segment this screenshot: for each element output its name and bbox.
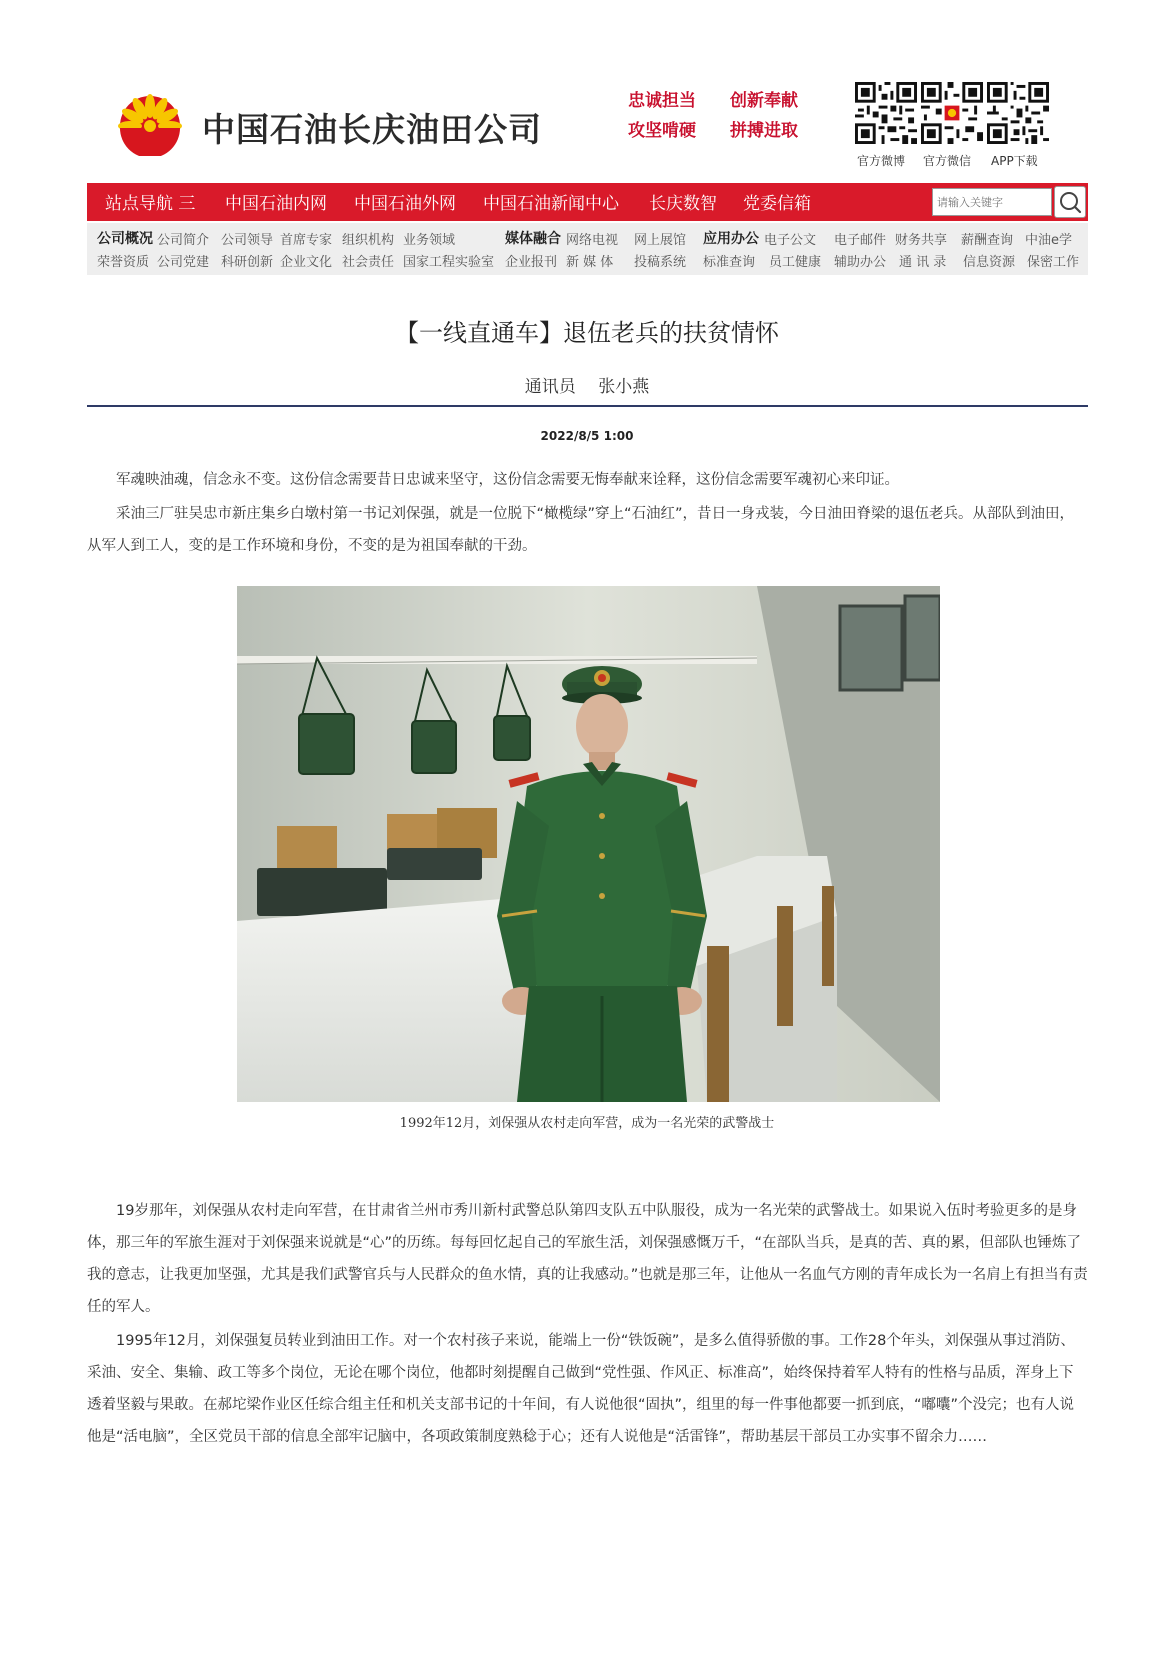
subnav-company-leaders[interactable]: 公司领导 — [221, 233, 274, 248]
article-paragraph-4: 1995年12月，刘保强复员转业到油田工作。对一个农村孩子来说，能端上一份“铁饭碗”，是多么值得骄傲的事。工作28个年头，刘保强从事过消防、采油、安全、集输、政工等多个岗位，无论在哪个岗位，他都时刻提醒自己做到“党性强、作风正、标准高”，始终保持着军人特有的性格与品质，浑身上下透着坚毅与果敢。在郝坨梁作业区任综合组主任和机关支部书记的十年间，有人说他很“固执”，组里的每一件事他都要一抓到底，“嘟囔”个没完；也有人说他是“活电脑”，全区党员干部的信息全部牢记脑中，各项政策制度熟稔于心；还有人说他是“活雷锋”，帮助基层干部员工办实事不留余力…… — [87, 1333, 1075, 1445]
nav-petrochina-intranet[interactable]: 中国石油内网 — [225, 194, 327, 214]
subnav-chief-experts[interactable]: 首席专家 — [280, 233, 333, 248]
weibo-label[interactable]: 官方微博 — [857, 154, 906, 168]
subnav-new-media[interactable]: 新 媒 体 — [566, 255, 614, 270]
subnav-social-responsibility[interactable]: 社会责任 — [342, 255, 395, 270]
subnav-contacts[interactable]: 通 讯 录 — [899, 255, 947, 270]
subnav-office-assist[interactable]: 辅助办公 — [834, 255, 887, 270]
photo-caption: 1992年12月，刘保强从农村走向军营，成为一名光荣的武警战士 — [399, 1116, 775, 1131]
subnav-finance-share[interactable]: 财务共享 — [895, 233, 948, 248]
nav-site-navigation[interactable]: 站点导航 三 — [105, 194, 196, 214]
subnav-organization[interactable]: 组织机构 — [342, 233, 395, 248]
app-download-qr-icon[interactable] — [987, 82, 1049, 144]
article-author: 通讯员 张小燕 — [524, 377, 650, 397]
subnav-honors[interactable]: 荣誉资质 — [97, 255, 150, 270]
subnav-confidentiality[interactable]: 保密工作 — [1027, 255, 1080, 270]
site-header — [0, 0, 1174, 180]
subnav-cnpc-elearn[interactable]: 中油e学 — [1025, 233, 1072, 248]
slogan-4: 拼搏进取 — [730, 121, 798, 141]
article-paragraph-2: 采油三厂驻吴忠市新庄集乡白墩村第一书记刘保强，就是一位脱下“橄榄绿”穿上“石油红”，昔日一身戎装，今日油田脊梁的退伍老兵。从部队到油田，从军人到工人，变的是工作环境和身份，不变的是为祖国奉献的干劲。 — [87, 506, 1075, 554]
subnav-research[interactable]: 科研创新 — [221, 255, 274, 270]
weibo-qr-icon[interactable] — [855, 82, 917, 144]
subnav-newspapers[interactable]: 企业报刊 — [505, 255, 558, 270]
subnav-national-lab[interactable]: 国家工程实验室 — [403, 255, 495, 270]
subnav-salary-query[interactable]: 薪酬查询 — [961, 233, 1014, 248]
subnav-culture[interactable]: 企业文化 — [280, 255, 333, 270]
nav-changqing-digital[interactable]: 长庆数智 — [649, 194, 717, 214]
article-title: 【一线直通车】退伍老兵的扶贫情怀 — [395, 319, 779, 347]
subnav-online-exhibition[interactable]: 网上展馆 — [634, 233, 687, 248]
article-photo[interactable] — [237, 586, 940, 1102]
slogan-3: 攻坚啃硬 — [628, 121, 696, 141]
subnav-network-tv[interactable]: 网络电视 — [566, 233, 619, 248]
subnav-business[interactable]: 业务领域 — [403, 233, 456, 248]
petrochina-logo-icon[interactable] — [118, 92, 182, 156]
nav-party-mailbox[interactable]: 党委信箱 — [743, 194, 811, 214]
search-input[interactable] — [933, 189, 1051, 215]
title-divider — [87, 405, 1088, 407]
article-paragraph-1: 军魂映油魂，信念永不变。这份信念需要昔日忠诚来坚守，这份信念需要无悔奉献来诠释，这份信念需要军魂初心来印证。 — [116, 472, 899, 488]
company-name[interactable]: 中国石油长庆油田公司 — [202, 110, 542, 149]
subnav-apps-head[interactable]: 应用办公 — [703, 231, 759, 247]
subnav-e-document[interactable]: 电子公文 — [764, 233, 817, 248]
subnav-submission[interactable]: 投稿系统 — [634, 255, 687, 270]
wechat-qr-icon[interactable] — [921, 82, 983, 144]
slogan-2: 创新奉献 — [730, 91, 798, 111]
subnav-email[interactable]: 电子邮件 — [834, 233, 887, 248]
article-date: 2022/8/5 1:00 — [540, 429, 634, 443]
search-button[interactable] — [1054, 186, 1086, 218]
subnav-info-resources[interactable]: 信息资源 — [963, 255, 1016, 270]
sub-nav — [87, 223, 1088, 275]
app-download-label[interactable]: APP下载 — [991, 154, 1038, 168]
subnav-media-head[interactable]: 媒体融合 — [505, 231, 561, 247]
search-icon — [1055, 187, 1085, 217]
subnav-party-building[interactable]: 公司党建 — [157, 255, 210, 270]
article-paragraph-3: 19岁那年，刘保强从农村走向军营，在甘肃省兰州市秀川新村武警总队第四支队五中队服役，成为一名光荣的武警战士。如果说入伍时考验更多的是身体，那三年的军旅生涯对于刘保强来说就是“心”的历练。每每回忆起自己的军旅生活，刘保强感慨万千，“在部队当兵，是真的苦、真的累，但部队也锤炼了我的意志，让我更加坚强，尤其是我们武警官兵与人民群众的鱼水情，真的让我感动。”也就是那三年，让他从一名血气方刚的青年成长为一名肩上有担当有责任的军人。 — [87, 1203, 1088, 1315]
wechat-label[interactable]: 官方微信 — [923, 154, 972, 168]
search-box — [932, 188, 1052, 216]
soldier-photo-illustration — [237, 586, 940, 1102]
slogan-1: 忠诚担当 — [628, 91, 696, 111]
subnav-standards[interactable]: 标准查询 — [703, 255, 756, 270]
nav-petrochina-extranet[interactable]: 中国石油外网 — [354, 194, 456, 214]
nav-petrochina-news[interactable]: 中国石油新闻中心 — [483, 194, 619, 214]
subnav-health[interactable]: 员工健康 — [769, 255, 822, 270]
main-nav — [87, 183, 1088, 221]
subnav-company-head[interactable]: 公司概况 — [97, 231, 153, 247]
subnav-company-intro[interactable]: 公司简介 — [157, 233, 210, 248]
